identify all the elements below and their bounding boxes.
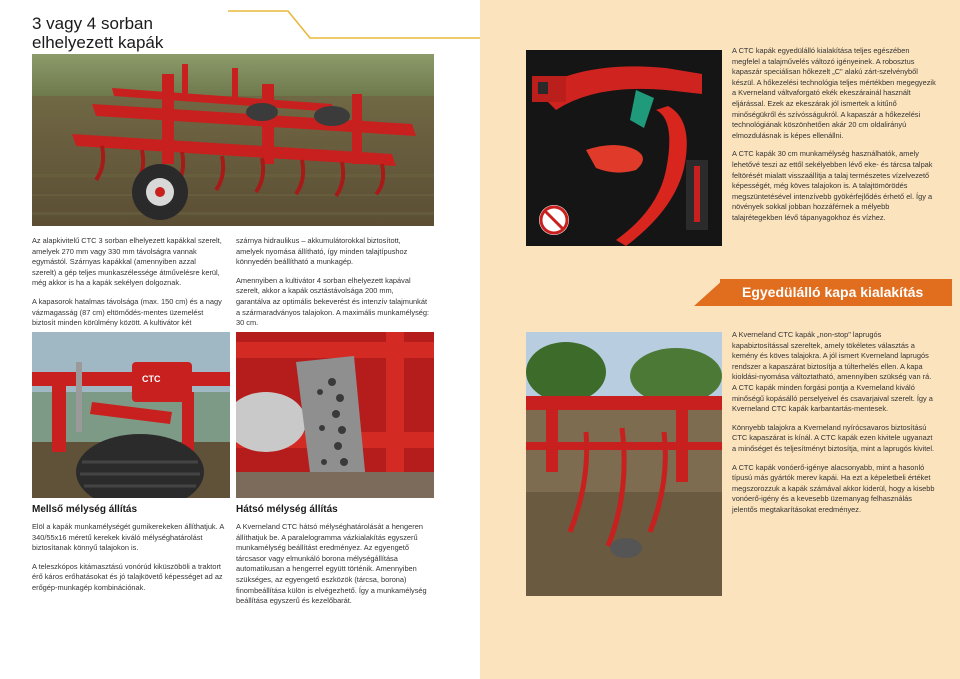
title-accent-line	[228, 0, 480, 40]
photo-c-shaped-tine	[526, 50, 722, 246]
rear-depth-heading: Hátsó mélység állítás	[236, 504, 338, 515]
page-title: 3 vagy 4 sorban elhelyezett kapák	[32, 14, 164, 52]
right-bottom-text: A Kverneland CTC kapák „non-stop" laprugós kapabiztosítással szereltek, amely tökéletes választás a kemény és köves talajokra. A jól ismert Kverneland laprugós rendszer a kapaszárat biztosítja a túlterhelés ellen. A kapa kioldási-nyomása változtatható, amennyiben szükség van rá. A CTC kapák minden forgási pontja a Kverneland kiváló minőségű kopásálló perselyeivel és csavarjaival szerelt. Így a Kverneland CTC kapák karbantartás-mentesek. Könnyebb talajokra a Kverneland nyírócsavaros biztosítású CTC kapaszárat is kínál. A CTC kapák ezen kivitele ugyanazt a minőséget és teljesítményt biztosítja, mint a laprugós kivitel. A CTC kapák vonóerő-igénye alacsonyabb, mint a hasonló típusú más gyártók merev kapái. Ha ezt a képeletbeli értéket megszorozzuk a kapák számával akkor kiderül, hogy a kisebb vonóerő-igény és a kevesebb üzemanyag felhasználás jelentős megtakarításokat eredményez.	[732, 330, 935, 514]
svg-text:CTC: CTC	[142, 374, 161, 384]
rear-depth-section: Hátsó mélység állítás A Kverneland CTC hátsó mélységhatárolását a hengeren állíthatjuk be. A paralelogramma vázkialakítás egyszerű munkamélység beállítást eredményez. Az egyengető tárcsasor vagy elmunkáló borona mélységállítása automatikusan a hengerrel együtt történik. Amennyiben szükséges, az egyengető eszközök (tárcsa, borona) finombeállítása külön is elvégezhető. Így a munkamélység beállítása egyszerű és kezelőbarát.	[236, 504, 436, 615]
photo-tines-in-soil	[526, 332, 722, 596]
photo-cultivator-field	[32, 54, 434, 226]
intro-text-column-1: Az alapkivitelű CTC 3 sorban elhelyezett kapákkal szerelt, amelyek 270 mm vagy 330 mm távolságra vannak egymástól. Szárnyas kapákkal (amennyiben azzal szerelt) a gép teljes munkaszélessége átművelésre kerül, még akkor is ha a kapák sekélyen dolgoznak. A kapasorok hatalmas távolsága (max. 150 cm) és a nagy vázmagasság (87 cm) eltömődés-mentes üzemelést biztosít minden körülmény között. A kultivátor két	[32, 236, 222, 328]
front-depth-heading: Mellső mélység állítás	[32, 504, 138, 515]
photo-front-depth-wheel	[32, 332, 230, 498]
intro-text-column-2: szárnya hidraulikus – akkumulátorokkal biztosított, amelyek nyomása állítható, így minden talajtípushoz könnyedén beállítható a munkagép. Amennyiben a kultivátor 4 sorban elhelyezett kapával szerelt, akkor a kapák osztástávolsága 200 mm, garantálva az optimális bekeverést és intenzív talajmunkát a szármaradványos talajokon. A maximális munkamélység: 30 cm.	[236, 236, 430, 328]
right-top-text: A CTC kapák egyedülálló kialakítása teljes egészében megfelel a talajművelés változó igényeinek. A robosztus kapaszár speciálisan hőkezelt „C" alakú zárt-szelvényből készül. A hőkezelési technológia teljes mértékben megegyezik a Kverneland váltvaforgató ekék ekeszárainál használt eljárással. Ezek az ekeszárak jól ismertek a kitűnő minőségükről és szívósságukról. A kapaszár a hőkezelési technológiának köszönhetően akár 20 cm oldalirányú elmozdulásnak is képes ellenállni. A CTC kapák 30 cm munkamélység használhatók, amely lehetővé teszi az ettől sekélyebben lévő eke- és tárcsa talpak feltörését mialatt visszaállítja a talaj természetes vízelvezető képességét, még köves talajokon is. A talajtömörödés megszüntetésével intenzívebb gyökérfejlődés érhető el. Így a növények sokkal jobban hozzáférnek a mélyebb talajrétegekben lévő tápanyagokhoz és vízhez.	[732, 46, 936, 222]
section-banner: Egyedülálló kapa kialakítás	[720, 279, 952, 306]
photo-rear-depth-plate	[236, 332, 434, 498]
front-depth-section: Mellső mélység állítás Elöl a kapák munkamélységét gumikerekeken állíthatjuk. A 340/55x16 méretű kerekek kiváló mélységhatárolást biztosítanak könnyű talajokon is. A teleszkópos kitámasztású vonórúd kiküszöböli a traktort érő káros erőhatásokat és jó talajkövető képességet ad az erőgép-munkagép kombinációnak.	[32, 504, 232, 602]
